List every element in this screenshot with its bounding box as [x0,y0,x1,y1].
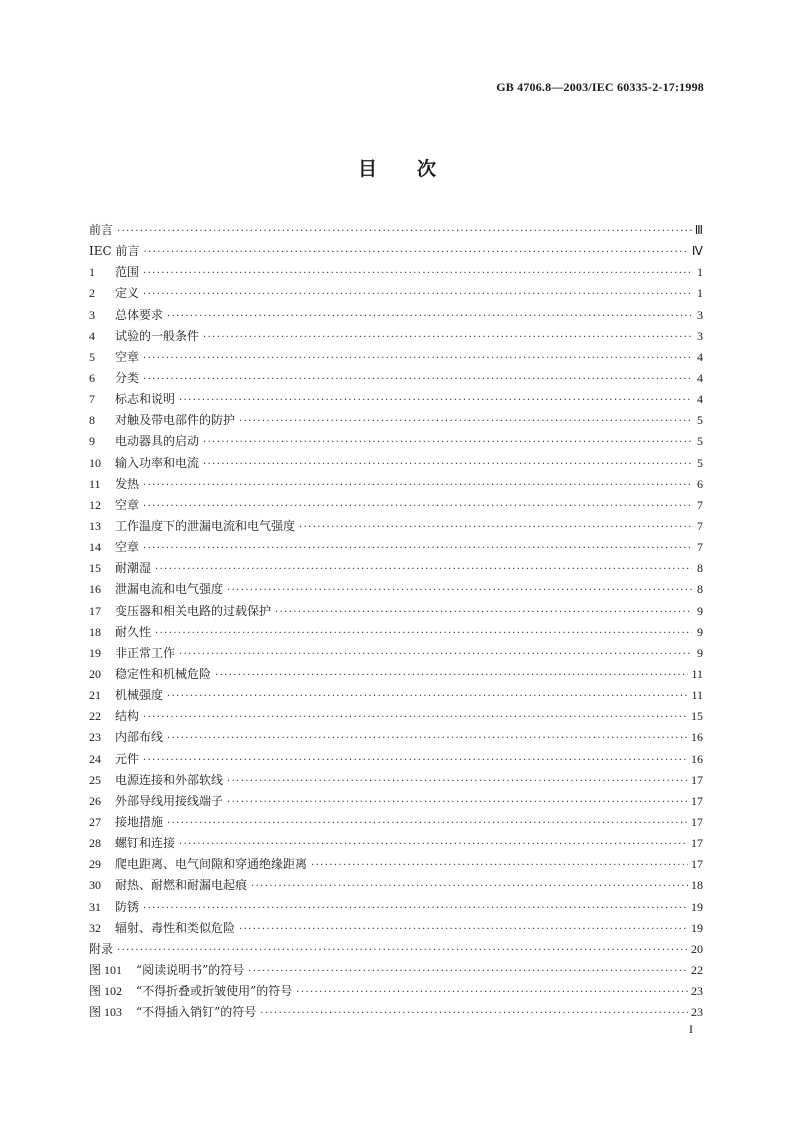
toc-entry-number: 8 [89,413,95,428]
title-char-1: 目 [357,158,377,180]
toc-entry[interactable] [89,368,703,389]
toc-entry-number: 22 [89,709,101,724]
toc-leader-dots [167,306,692,327]
toc-entry-label: 工作温度下的泄漏电流和电气强度 [115,518,296,533]
toc-entry-number: 13 [89,518,101,533]
toc-entry[interactable] [89,347,703,368]
toc-entry-label: 试验的一般条件 [115,328,200,343]
toc-entry-label: 外部导线用接线端子 [115,793,224,808]
toc-entry[interactable] [89,727,703,748]
toc-entry-page: 1 [697,265,703,280]
toc-entry-label: 爬电距离、电气间隙和穿通绝缘距离 [115,857,308,872]
toc-entry[interactable] [89,939,703,960]
toc-leader-dots [260,1003,688,1024]
toc-entry-number: 14 [89,540,101,555]
toc-entry-page: 17 [691,814,703,829]
toc-entry[interactable] [89,812,703,833]
toc-entry-label: “不得插入销钉”的符号 [136,1005,257,1020]
toc-leader-dots [203,432,692,453]
toc-entry-page: 9 [697,624,703,639]
toc-entry-page: 8 [697,582,703,597]
toc-entry-number: 30 [89,878,101,893]
toc-entry-page: 22 [691,962,703,977]
toc-entry-number: 2 [89,286,95,301]
toc-entry-page: 17 [691,793,703,808]
toc-entry-number: 28 [89,836,101,851]
toc-leader-dots [143,263,692,284]
toc-leader-dots [239,919,688,940]
toc-entry-number: 27 [89,814,101,829]
toc-leader-dots [143,348,692,369]
toc-entry-label: IEC 前言 [89,244,140,259]
toc-entry-label: 范围 [115,265,140,280]
toc-entry-label: 电源连接和外部软线 [115,772,224,787]
toc-entry-number: 10 [89,455,101,470]
toc-entry-label: 空章 [115,497,140,512]
toc-entry[interactable] [89,220,703,241]
toc-entry-number: 19 [89,645,101,660]
toc-entry-label: 空章 [115,349,140,364]
toc-leader-dots [227,771,688,792]
toc-leader-dots [143,284,692,305]
toc-entry-page: 19 [691,920,703,935]
toc-entry-page: 23 [691,984,703,999]
toc-entry-label: 标志和说明 [115,392,176,407]
toc-entry-label: 变压器和相关电路的过载保护 [115,603,272,618]
toc-leader-dots [251,876,688,897]
toc-entry-label: 内部布线 [115,730,164,745]
toc-entry-number: 3 [89,307,95,322]
toc-entry[interactable] [89,833,703,854]
toc-entry-number: 7 [89,392,95,407]
toc-entry[interactable] [89,685,703,706]
toc-leader-dots [179,390,692,411]
toc-leader-dots [179,834,688,855]
toc-leader-dots [227,580,692,601]
toc-entry-page: 4 [697,349,703,364]
toc-entry-label: 非正常工作 [115,645,176,660]
toc-entry-label: 附录 [89,941,114,956]
toc-entry[interactable] [89,897,703,918]
toc-entry-number: 25 [89,772,101,787]
toc-entry-page: 5 [697,455,703,470]
standard-code: GB 4706.8—2003/IEC 60335-2-17:1998 [496,80,704,94]
toc-entry[interactable] [89,305,703,326]
page-number: I [689,1022,693,1036]
toc-entry-page: 19 [691,899,703,914]
toc-entry-number: 16 [89,582,101,597]
toc-entry-label: 发热 [115,476,140,491]
toc-entry-number: 11 [89,476,101,491]
toc-entry-page: 11 [691,688,703,703]
toc-entry-page: 23 [691,1005,703,1020]
toc-leader-dots [117,221,692,242]
toc-leader-dots [143,496,692,517]
toc-entry[interactable] [89,283,703,304]
toc-entry-label: 泄漏电流和电气强度 [115,582,224,597]
toc-entry[interactable] [89,579,703,600]
toc-entry-label: 分类 [115,370,140,385]
toc-entry[interactable] [89,854,703,875]
toc-entry-label: 辐射、毒性和类似危险 [115,920,236,935]
toc-leader-dots [143,475,692,496]
toc-entry[interactable] [89,262,703,283]
toc-entry[interactable] [89,875,703,896]
toc-leader-dots [143,538,692,559]
toc-entry-number: 20 [89,666,101,681]
toc-entry-label: “不得折叠或折皱使用”的符号 [136,984,293,999]
toc-entry[interactable] [89,410,703,431]
toc-entry-label: 耐久性 [115,624,152,639]
toc-entry[interactable] [89,706,703,727]
toc-entry-page: 9 [697,645,703,660]
toc-entry-page: 20 [691,941,703,956]
toc-entry-number: 23 [89,730,101,745]
toc-entry-label: 元件 [115,751,140,766]
toc-entry-number: 18 [89,624,101,639]
toc-entry[interactable] [89,960,703,981]
toc-leader-dots [167,813,688,834]
toc-entry[interactable] [89,1002,703,1023]
toc-leader-dots [143,750,688,771]
toc-entry-number: 17 [89,603,101,618]
toc-entry-number: 29 [89,857,101,872]
toc-entry-page: 11 [691,666,703,681]
toc-entry-page: 18 [691,878,703,893]
toc-leader-dots [167,728,688,749]
toc-entry[interactable] [89,918,703,939]
toc-entry-label: 空章 [115,540,140,555]
toc-entry-label: 输入功率和电流 [115,455,200,470]
toc-entry-number: 图 102 [89,984,123,999]
toc-leader-dots [155,559,692,580]
toc-entry-page: 3 [697,307,703,322]
toc-entry-number: 21 [89,688,101,703]
toc-entry[interactable] [89,622,703,643]
toc-entry-number: 4 [89,328,95,343]
toc-entry-number: 31 [89,899,101,914]
toc-entry-label: 对触及带电部件的防护 [115,413,236,428]
toc-entry-page: Ⅲ [694,223,703,237]
toc-leader-dots [275,602,692,623]
toc-leader-dots [143,898,688,919]
toc-entry-number: 5 [89,349,95,364]
toc-entry[interactable] [89,241,703,262]
page-title [0,154,794,181]
toc-leader-dots [215,665,688,686]
toc-entry-number: 1 [89,265,95,280]
toc-leader-dots [143,369,692,390]
toc-entry-page: 5 [697,413,703,428]
toc-entry-page: 17 [691,836,703,851]
toc-entry-label: 耐热、耐燃和耐漏电起痕 [115,878,248,893]
toc-leader-dots [296,982,688,1003]
toc-entry-page: 4 [697,392,703,407]
toc-entry-label: 电动器具的启动 [115,434,200,449]
toc-entry[interactable] [89,770,703,791]
toc-entry[interactable] [89,749,703,770]
toc-leader-dots [203,327,692,348]
toc-entry-page: 6 [697,476,703,491]
toc-entry-number: 15 [89,561,101,576]
toc-entry-label: 结构 [115,709,140,724]
toc-leader-dots [167,686,688,707]
toc-entry-number: 6 [89,370,95,385]
toc-entry-number: 12 [89,497,101,512]
toc-entry[interactable] [89,791,703,812]
toc-leader-dots [248,961,688,982]
toc-entry[interactable] [89,558,703,579]
table-of-contents [89,220,703,1023]
toc-leader-dots [143,707,688,728]
toc-entry-number: 26 [89,793,101,808]
toc-entry[interactable] [89,495,703,516]
toc-entry-page: 5 [697,434,703,449]
toc-entry-number: 图 101 [89,962,123,977]
toc-entry-label: 机械强度 [115,688,164,703]
toc-entry-page: 3 [697,328,703,343]
toc-entry[interactable] [89,516,703,537]
toc-entry-label: “阅读说明书”的符号 [136,962,245,977]
toc-entry-page: 4 [697,370,703,385]
toc-leader-dots [311,855,688,876]
toc-entry[interactable] [89,326,703,347]
toc-entry-page: 15 [691,709,703,724]
toc-entry-page: 17 [691,857,703,872]
toc-entry-page: 1 [697,286,703,301]
toc-entry[interactable] [89,601,703,622]
toc-entry-number: 图 103 [89,1005,123,1020]
toc-entry-label: 防锈 [115,899,140,914]
toc-entry-label: 稳定性和机械危险 [115,666,212,681]
toc-entry-page: 17 [691,772,703,787]
toc-entry-label: 总体要求 [115,307,164,322]
toc-leader-dots [203,454,692,475]
toc-entry-page: 8 [697,561,703,576]
toc-entry-label: 定义 [115,286,140,301]
toc-entry-page: 16 [691,730,703,745]
toc-entry[interactable] [89,431,703,452]
toc-leader-dots [299,517,692,538]
toc-entry-label: 耐潮湿 [115,561,152,576]
toc-entry-number: 24 [89,751,101,766]
toc-leader-dots [155,623,692,644]
toc-entry[interactable] [89,474,703,495]
toc-entry-page: 16 [691,751,703,766]
toc-entry-page: 9 [697,603,703,618]
toc-entry[interactable] [89,664,703,685]
toc-entry-page: 7 [697,497,703,512]
toc-entry[interactable] [89,389,703,410]
toc-entry[interactable] [89,981,703,1002]
toc-leader-dots [227,792,688,813]
toc-entry[interactable] [89,453,703,474]
toc-entry-label: 接地措施 [115,814,164,829]
toc-entry-number: 32 [89,920,101,935]
toc-leader-dots [239,411,692,432]
toc-entry-page: 7 [697,540,703,555]
toc-entry-number: 9 [89,434,95,449]
title-char-2: 次 [417,158,437,180]
toc-entry-page: Ⅳ [691,244,703,259]
toc-leader-dots [179,644,692,665]
toc-leader-dots [117,940,688,961]
toc-entry-label: 螺钉和连接 [115,836,176,851]
toc-entry[interactable] [89,537,703,558]
toc-entry[interactable] [89,643,703,664]
toc-leader-dots [144,242,689,263]
toc-entry-label: 前言 [89,223,114,237]
toc-entry-page: 7 [697,518,703,533]
